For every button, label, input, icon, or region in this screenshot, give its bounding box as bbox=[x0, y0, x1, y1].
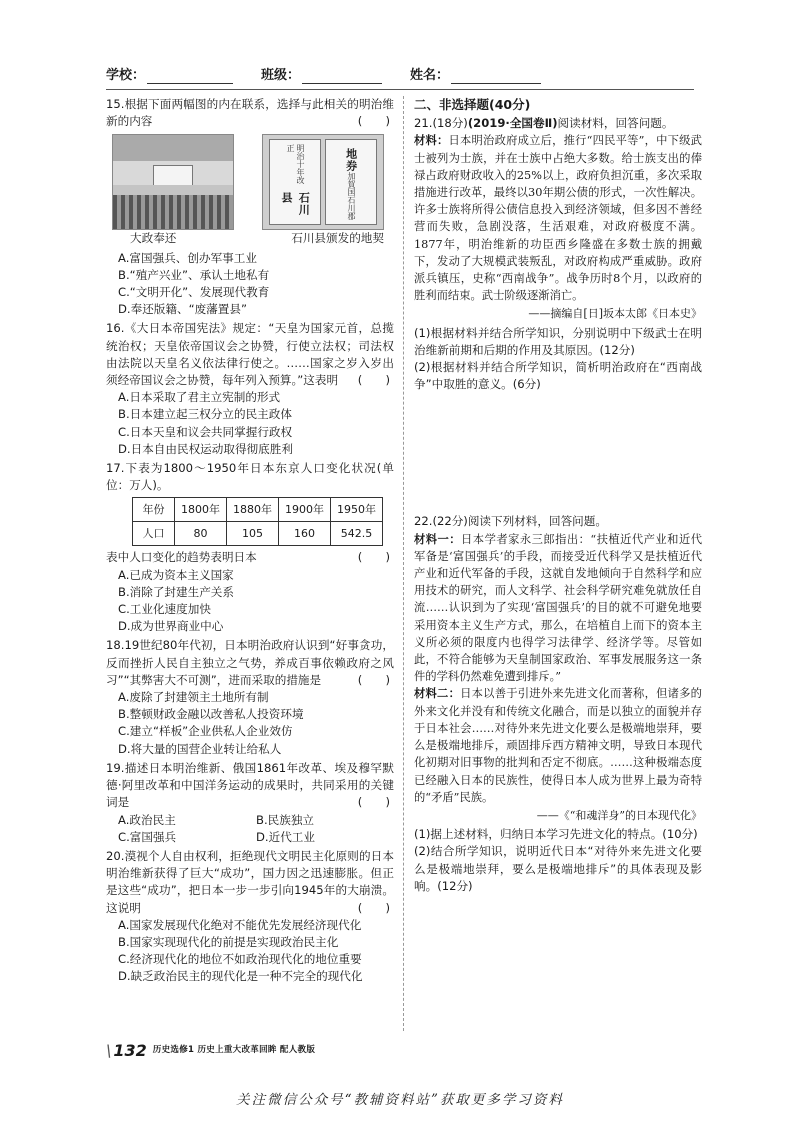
book-title: 历史选修1 历史上重大改革回眸 配人教版 bbox=[152, 1045, 316, 1055]
page-footer bbox=[106, 1042, 315, 1059]
q21-head-c: 阅读材料，回答问题。 bbox=[557, 116, 674, 131]
q19-option-b[interactable]: B.民族独立 bbox=[256, 812, 315, 827]
q18-option-d[interactable]: D.将大量的国营企业转让给私人 bbox=[118, 741, 282, 756]
q22-material2-label: 材料二： bbox=[414, 687, 461, 701]
q20-answer-paren[interactable]: ( ) bbox=[357, 900, 390, 915]
table-cell: 80 bbox=[175, 522, 227, 546]
q15-stem: 15.根据下面两幅图的内在联系，选择与此相关的明治维新的内容 bbox=[106, 97, 394, 129]
q19-option-d[interactable]: D.近代工业 bbox=[256, 829, 315, 844]
q16-option-d[interactable]: D.日本自由民权运动取得彻底胜利 bbox=[118, 441, 293, 456]
question-19 bbox=[106, 760, 394, 846]
question-17 bbox=[106, 460, 394, 635]
table-cell: 1900年 bbox=[279, 498, 331, 522]
q16-option-b[interactable]: B.日本建立起三权分立的民主政体 bbox=[118, 407, 292, 422]
q21-material-label: 材料： bbox=[414, 134, 449, 148]
question-21 bbox=[414, 115, 702, 511]
class-label: 班级： bbox=[261, 67, 301, 83]
q21-answer-space[interactable] bbox=[414, 393, 702, 511]
q22-head: 22.(22分)阅读下列材料，回答问题。 bbox=[414, 514, 607, 529]
q19-answer-paren[interactable]: ( ) bbox=[357, 795, 390, 810]
q18-option-b[interactable]: B.整顿财政金融以改善私人投资环境 bbox=[118, 707, 304, 722]
name-field[interactable] bbox=[410, 64, 541, 84]
q17-after: 表中人口变化的趋势表明日本 bbox=[106, 550, 257, 565]
table-row bbox=[133, 498, 383, 522]
q17-option-d[interactable]: D.成为世界商业中心 bbox=[118, 619, 224, 634]
q19-option-c[interactable]: C.富国强兵 bbox=[118, 829, 177, 844]
q22-sub1: (1)据上述材料，归纳日本学习先进文化的特点。(10分) bbox=[414, 827, 698, 842]
q22-sub2: (2)结合所学知识，说明近代日本“对待外来先进文化要么是极端地崇拜，要么是极端地排斥”的具体表现及影响。(12分) bbox=[414, 844, 702, 893]
q22-material1-label: 材料一： bbox=[414, 532, 462, 546]
q20-option-c[interactable]: C.经济现代化的地位不如政治现代化的地位重要 bbox=[118, 952, 362, 967]
question-22 bbox=[414, 513, 702, 894]
q18-answer-paren[interactable]: ( ) bbox=[357, 672, 390, 687]
q17-stem: 17.下表为1800～1950年日本东京人口变化状况(单位：万人)。 bbox=[106, 461, 394, 493]
table-cell: 1800年 bbox=[175, 498, 227, 522]
q16-answer-paren[interactable]: ( ) bbox=[357, 373, 390, 388]
pic2-caption: 石川县颁发的地契 bbox=[291, 231, 384, 246]
name-label: 姓名： bbox=[410, 67, 450, 83]
table-cell: 1880年 bbox=[227, 498, 279, 522]
q16-stem: 16.《大日本帝国宪法》规定：“天皇为国家元首，总揽统治权；天皇依帝国议会之协赞，行使立法权；司法权由法院以天皇名义依法律行使之。……国家之岁入岁出须经帝国议会之协赞，每年列入预算。”这表明 bbox=[106, 321, 394, 388]
q18-option-a[interactable]: A.废除了封建领主土地所有制 bbox=[118, 690, 269, 705]
school-label: 学校： bbox=[106, 67, 146, 83]
table-cell: 160 bbox=[279, 522, 331, 546]
watermark-note: 关注微信公众号“教辅资料站”获取更多学习资料 bbox=[236, 1092, 564, 1108]
q21-head-b: (2019·全国卷Ⅱ) bbox=[467, 116, 558, 131]
q20-option-d[interactable]: D.缺乏政治民主的现代化是一种不完全的现代化 bbox=[118, 969, 363, 984]
q17-option-a[interactable]: A.已成为资本主义国家 bbox=[118, 567, 234, 582]
q21-sub2: (2)根据材料并结合所学知识，简析明治政府在“西南战争”中取胜的意义。(6分) bbox=[414, 360, 702, 392]
q20-option-a[interactable]: A.国家发展现代化绝对不能优先发展经济现代化 bbox=[118, 917, 362, 932]
q21-material: 日本明治政府成立后，推行“四民平等”，中下级武士被列为士族，并在士族中占绝大多数。给士族支出的俸禄占政府财政收入的25%以上，政府负担沉重，多次采取措施进行改革，最终以30年期公债的形式，一次性解决。许多士族将所得公债信息投入到经济领域，但多因不善经营而失败，急剧没落，生活艰难，对政府极度不满。1877年，明治维新的功臣西乡隆盛在多数士族的拥戴下，发动了大规模武装叛乱，对政府构成严重威胁。政府派兵镇压，史称“西南战争”。战争历时8个月，以政府的胜利而结束。武士阶级逐渐消亡。 bbox=[414, 134, 702, 303]
question-18 bbox=[106, 637, 394, 757]
table-cell: 542.5 bbox=[331, 522, 383, 546]
q17-option-b[interactable]: B.消除了封建生产关系 bbox=[118, 584, 234, 599]
table-cell: 105 bbox=[227, 522, 279, 546]
question-16 bbox=[106, 320, 394, 458]
q15-option-d[interactable]: D.奉还版籍、“废藩置县” bbox=[118, 302, 247, 317]
header-rule bbox=[106, 89, 694, 90]
q22-source: ——《“和魂洋身”的日本现代化》 bbox=[536, 808, 702, 822]
q21-source: ——摘编自[日]坂本太郎《日本史》 bbox=[528, 307, 702, 321]
class-blank[interactable] bbox=[302, 70, 382, 84]
table-cell: 年份 bbox=[133, 498, 175, 522]
right-column bbox=[414, 96, 702, 897]
q15-option-a[interactable]: A.富国强兵、创办军事工业 bbox=[118, 250, 257, 265]
q15-images bbox=[106, 130, 394, 244]
student-info-header bbox=[106, 64, 700, 84]
pic1-caption: 大政奉还 bbox=[130, 231, 177, 246]
q20-option-b[interactable]: B.国家实现现代化的前提是实现政治民主化 bbox=[118, 934, 339, 949]
class-field[interactable] bbox=[261, 64, 382, 84]
q15-option-b[interactable]: B.“殖产兴业”、承认土地私有 bbox=[118, 267, 270, 282]
q22-material1: 日本学者家永三郎指出：“扶植近代产业和近代军备是‘富国强兵’的手段，而接受近代科学又是扶植近代产业和近代军备的手段，这就自发地倾向于自然科学和应用技术的研究，而人文科学、社会科学研究难免就放任自流……认识到为了实现‘富国强兵’的目的就不可避免地要采用资本主义生产方式，那么，在培植自上而下的资本主义所必须的限度内也得学习法律学、经济学等。尽管如此，不符合能够为天皇制国家政治、军事发展服务这一条件的学科仍然难免遭到排斥。” bbox=[414, 532, 702, 684]
table-row bbox=[133, 522, 383, 546]
table-cell: 1950年 bbox=[331, 498, 383, 522]
q16-option-a[interactable]: A.日本采取了君主立宪制的形式 bbox=[118, 390, 281, 405]
painting-image bbox=[112, 134, 234, 230]
q15-option-c[interactable]: C.“文明开化”、发展现代教育 bbox=[118, 285, 270, 300]
q15-answer-paren[interactable]: ( ) bbox=[357, 114, 390, 129]
q17-answer-paren[interactable]: ( ) bbox=[357, 550, 390, 565]
section-title: 二、非选择题(40分) bbox=[414, 97, 531, 112]
q17-option-c[interactable]: C.工业化速度加快 bbox=[118, 602, 211, 617]
q19-stem: 19.描述日本明治维新、俄国1861年改革、埃及穆罕默德·阿里改革和中国洋务运动的成果时，共同采用的关键词是 bbox=[106, 760, 394, 810]
column-divider bbox=[403, 96, 404, 1031]
question-15 bbox=[106, 96, 394, 318]
q19-option-a[interactable]: A.政治民主 bbox=[118, 812, 176, 827]
population-table bbox=[132, 497, 383, 546]
q16-option-c[interactable]: C.日本天皇和议会共同掌握行政权 bbox=[118, 424, 293, 439]
deed-text-ishikawa: 石川县 bbox=[280, 191, 311, 216]
name-blank[interactable] bbox=[451, 70, 541, 84]
q18-option-c[interactable]: C.建立“样板”企业供私人企业效仿 bbox=[118, 724, 293, 739]
q20-stem: 20.漠视个人自由权利，拒绝现代文明民主化原则的日本明治维新获得了巨大“成功”，国力因之迅速膨胀。但正是这些“成功”，把日本一步一步引向1945年的大崩溃。这说明 bbox=[106, 848, 394, 915]
left-column bbox=[106, 96, 394, 988]
school-field[interactable] bbox=[106, 64, 233, 84]
table-cell: 人口 bbox=[133, 522, 175, 546]
page-number: \ 132 bbox=[106, 1042, 147, 1059]
q18-stem: 18.19世纪80年代初，日本明治政府认识到“好事贪功，反而挫折人民自主独立之气势，养成百事依赖政府之风习”“其弊害大不可测”，进而采取的措施是 bbox=[106, 638, 394, 687]
q21-head-a: 21.(18分) bbox=[414, 116, 468, 131]
question-20 bbox=[106, 848, 394, 986]
q21-sub1: (1)根据材料并结合所学知识，分别说明中下级武士在明治维新前期和后期的作用及其原因。(12分) bbox=[414, 325, 702, 357]
q22-material2: 日本以善于引进外来先进文化而著称，但诸多的外来文化并没有和传统文化融合，而是以独立的面貌并存于日本社会……对待外来先进文化要么是极端地崇拜，要么是极端地排斥，顽固排斥西方精神文明，导致日本现代化初期对旧事物的批判和否定不彻底。……这种极端态度已经融入日本的民族性，使得日本人成为世界上最为奇特的“矛盾”民族。 bbox=[414, 687, 702, 804]
school-blank[interactable] bbox=[147, 70, 233, 84]
land-deed-image: 明治十年改正 石川县 地券 加賀国石川郡 bbox=[262, 134, 384, 230]
deed-text-chiken: 地券 bbox=[344, 148, 358, 173]
